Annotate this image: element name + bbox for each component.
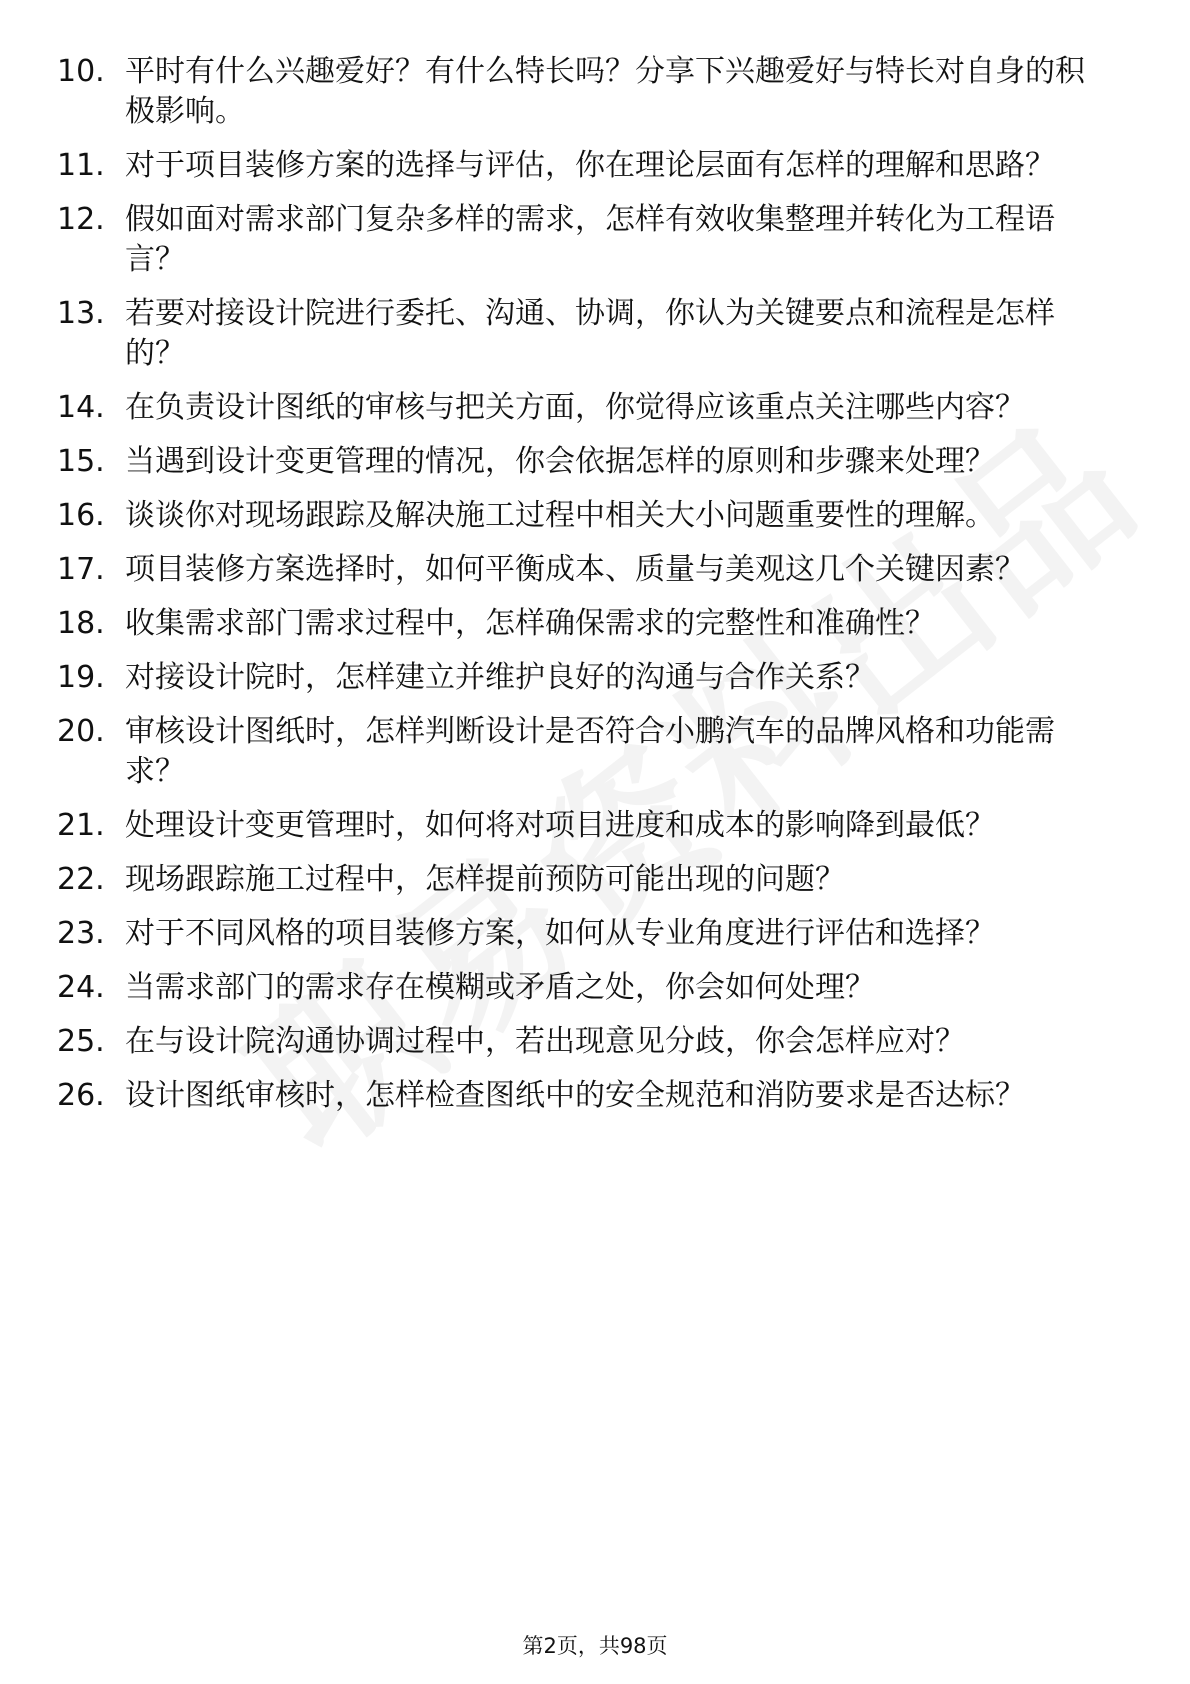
question-item xyxy=(0,806,1190,846)
question-text: 审核设计图纸时，怎样判断设计是否符合小鹏汽车的品牌风格和功能需求？ xyxy=(125,714,1055,789)
question-number: 14. xyxy=(57,390,105,425)
question-text: 对于项目装修方案的选择与评估，你在理论层面有怎样的理解和思路？ xyxy=(125,148,1055,183)
question-text: 项目装修方案选择时，如何平衡成本、质量与美观这几个关键因素？ xyxy=(125,552,1025,587)
question-number: 26. xyxy=(57,1078,105,1113)
question-item xyxy=(0,968,1190,1008)
question-number: 13. xyxy=(57,296,105,331)
question-text: 在与设计院沟通协调过程中，若出现意见分歧，你会怎样应对？ xyxy=(125,1024,965,1059)
question-list xyxy=(0,52,1190,1130)
question-number: 15. xyxy=(57,444,105,479)
question-number: 17. xyxy=(57,552,105,587)
question-text: 谈谈你对现场跟踪及解决施工过程中相关大小问题重要性的理解。 xyxy=(125,498,995,533)
question-item xyxy=(0,146,1190,186)
question-item xyxy=(0,52,1190,132)
question-number: 24. xyxy=(57,970,105,1005)
question-item xyxy=(0,550,1190,590)
question-item xyxy=(0,860,1190,900)
question-number: 23. xyxy=(57,916,105,951)
question-item xyxy=(0,496,1190,536)
question-text: 平时有什么兴趣爱好？有什么特长吗？分享下兴趣爱好与特长对自身的积极影响。 xyxy=(125,54,1085,129)
question-text: 对接设计院时，怎样建立并维护良好的沟通与合作关系？ xyxy=(125,660,875,695)
question-text: 收集需求部门需求过程中，怎样确保需求的完整性和准确性？ xyxy=(125,606,935,641)
question-item xyxy=(0,200,1190,280)
question-item xyxy=(0,294,1190,374)
question-number: 20. xyxy=(57,714,105,749)
question-number: 11. xyxy=(57,148,105,183)
question-text: 对于不同风格的项目装修方案，如何从专业角度进行评估和选择？ xyxy=(125,916,995,951)
question-number: 25. xyxy=(57,1024,105,1059)
question-text: 若要对接设计院进行委托、沟通、协调，你认为关键要点和流程是怎样的？ xyxy=(125,296,1055,371)
question-text: 处理设计变更管理时，如何将对项目进度和成本的影响降到最低？ xyxy=(125,808,995,843)
page-footer: 第2页，共98页 xyxy=(522,1634,668,1658)
question-number: 12. xyxy=(57,202,105,237)
question-number: 16. xyxy=(57,498,105,533)
question-number: 22. xyxy=(57,862,105,897)
question-text: 当需求部门的需求存在模糊或矛盾之处，你会如何处理？ xyxy=(125,970,875,1005)
question-text: 假如面对需求部门复杂多样的需求，怎样有效收集整理并转化为工程语言？ xyxy=(125,202,1055,277)
question-item xyxy=(0,914,1190,954)
question-text: 设计图纸审核时，怎样检查图纸中的安全规范和消防要求是否达标？ xyxy=(125,1078,1025,1113)
question-item xyxy=(0,658,1190,698)
question-item xyxy=(0,1076,1190,1116)
question-number: 10. xyxy=(57,54,105,89)
question-text: 当遇到设计变更管理的情况，你会依据怎样的原则和步骤来处理？ xyxy=(125,444,995,479)
question-item xyxy=(0,1022,1190,1062)
question-item xyxy=(0,388,1190,428)
question-item xyxy=(0,442,1190,482)
question-item xyxy=(0,712,1190,792)
question-item xyxy=(0,604,1190,644)
question-text: 在负责设计图纸的审核与把关方面，你觉得应该重点关注哪些内容？ xyxy=(125,390,1025,425)
question-text: 现场跟踪施工过程中，怎样提前预防可能出现的问题？ xyxy=(125,862,845,897)
question-number: 19. xyxy=(57,660,105,695)
question-number: 18. xyxy=(57,606,105,641)
question-number: 21. xyxy=(57,808,105,843)
